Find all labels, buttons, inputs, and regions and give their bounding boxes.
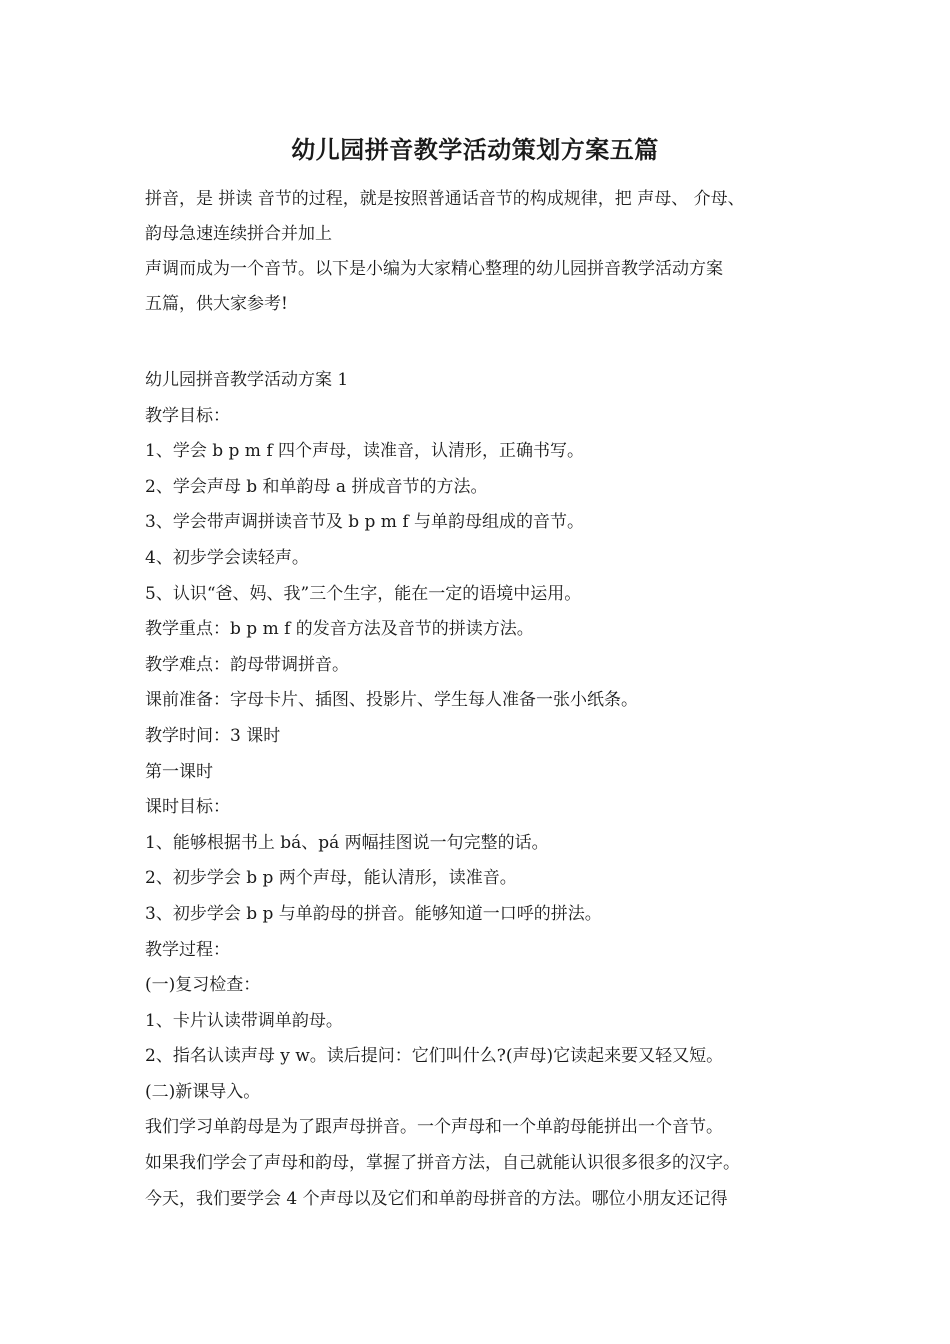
body-line: 教学目标：	[145, 405, 230, 426]
body-line: (一)复习检查：	[145, 975, 261, 996]
intro-line: 拼音，是 拼读 音节的过程，就是按照普通话音节的构成规律，把 声母、 介母、	[145, 189, 745, 209]
body-line: 教学重点：b p m f 的发音方法及音节的拼读方法。	[145, 619, 534, 640]
body-line: 2、学会声母 b 和单韵母 a 拼成音节的方法。	[145, 476, 488, 497]
intro-line: 韵母急速连续拼合并加上	[145, 224, 332, 244]
body-line: 教学时间：3 课时	[145, 725, 281, 746]
document-body	[145, 363, 835, 1217]
document-title: 幼儿园拼音教学活动策划方案五篇	[291, 135, 659, 164]
intro-paragraph	[145, 182, 835, 322]
body-line: 5、认识“爸、妈、我”三个生字，能在一定的语境中运用。	[145, 583, 582, 604]
intro-line: 五篇，供大家参考!	[145, 294, 288, 314]
body-line: 今天，我们要学会 4 个声母以及它们和单韵母拼音的方法。哪位小朋友还记得	[145, 1188, 728, 1209]
body-line: 课时目标：	[145, 797, 230, 818]
body-line: 1、卡片认读带调单韵母。	[145, 1010, 343, 1031]
body-line: 1、学会 b p m f 四个声母，读准音，认清形，正确书写。	[145, 441, 585, 462]
body-line: 教学过程：	[145, 939, 230, 960]
body-line: 如果我们学会了声母和韵母，掌握了拼音方法，自己就能认识很多很多的汉字。	[145, 1153, 740, 1174]
body-line: 4、初步学会读轻声。	[145, 547, 309, 568]
body-line: 2、指名认读声母 y w。读后提问：它们叫什么?(声母)它读起来要又轻又短。	[145, 1046, 724, 1067]
section-heading: 幼儿园拼音教学活动方案 1	[145, 370, 349, 390]
body-line: 我们学习单韵母是为了跟声母拼音。一个声母和一个单韵母能拼出一个音节。	[145, 1117, 723, 1138]
intro-line: 声调而成为一个音节。以下是小编为大家精心整理的幼儿园拼音教学活动方案	[145, 259, 723, 279]
body-line: 第一课时	[145, 761, 213, 782]
body-line: 1、能够根据书上 bá、pá 两幅挂图说一句完整的话。	[145, 832, 549, 853]
body-line: (二)新课导入。	[145, 1081, 261, 1102]
body-line: 教学难点：韵母带调拼音。	[145, 654, 349, 675]
body-line: 3、学会带声调拼读音节及 b p m f 与单韵母组成的音节。	[145, 512, 585, 533]
body-line: 2、初步学会 b p 两个声母，能认清形，读准音。	[145, 868, 517, 889]
body-line: 课前准备：字母卡片、插图、投影片、学生每人准备一张小纸条。	[145, 690, 638, 711]
body-line: 3、初步学会 b p 与单韵母的拼音。能够知道一口呼的拼法。	[145, 903, 602, 924]
